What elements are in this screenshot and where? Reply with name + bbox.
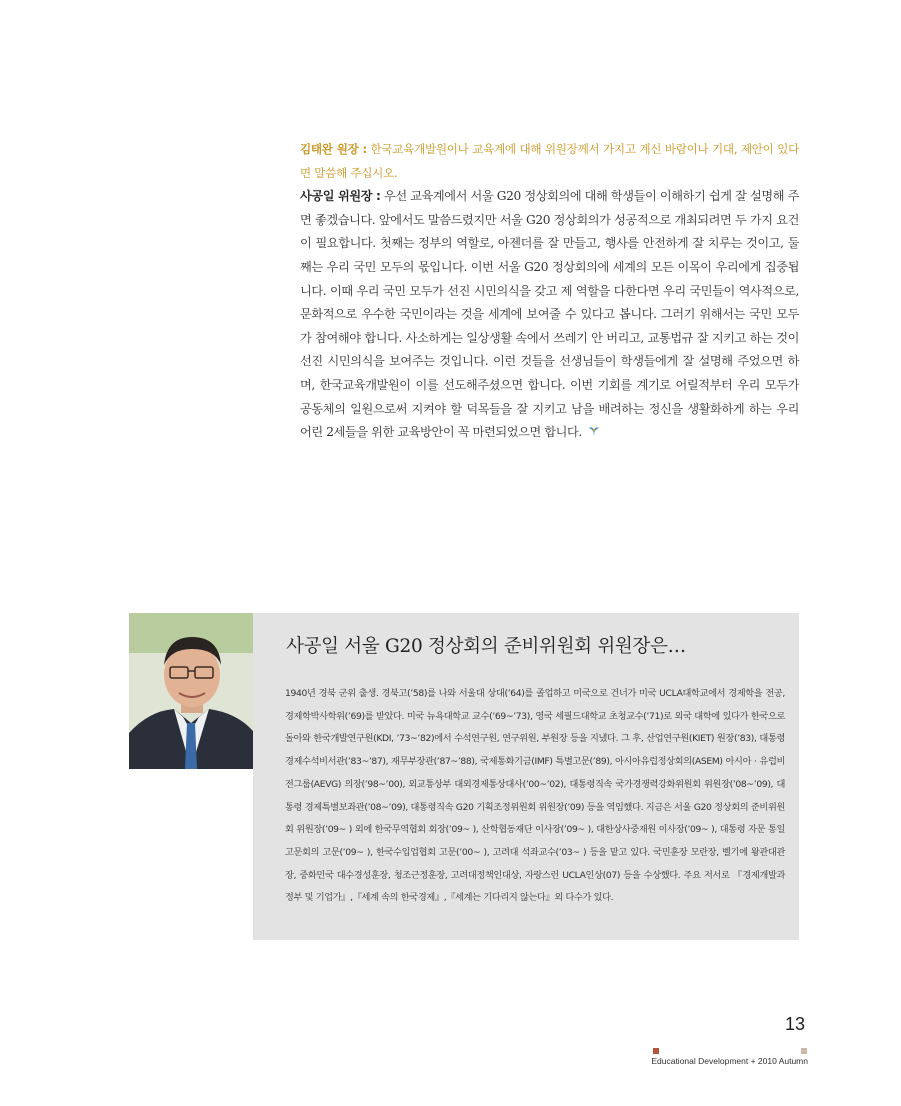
answer-text: 우선 교육계에서 서울 G20 정상회의에 대해 학생들이 이해하기 쉽게 잘 설명해 주면 좋겠습니다. 앞에서도 말씀드렸지만 서울 G20 정상회의가 성공적으로 개최되려면 두 가지 요건이 필요합니다. 첫째는 정부의 역할로, 아젠더를 잘 만들고, 행사를 안전하게 잘 치루는 것이고, 둘째는 우리 국민 모두의 몫입니다. 이번 서울 G20 정상회의에 세계의 모든 이목이 우리에게 집중됩니다. 이때 우리 국민 모두가 선진 시민의식을 갖고 제 역할을 다한다면 우리 국민들이 역사적으로, 문화적으로 우수한 국민이라는 것을 세계에 보여줄 수 있다고 봅니다. 그러기 위해서는 국민 모두가 참여해야 합니다. 사소하게는 일상생활 속에서 쓰레기 안 버리고, 교통법규 잘 지키고 하는 것이 선진 시민의식을 보여주는 것입니다. 이런 것들을 선생님들이 학생들에게 잘 설명해 주었으면 하며, 한국교육개발원이 이를 선도해주셨으면 합니다. 이번 기회를 계기로 어릴적부터 우리 모두가 공동체의 일원으로써 지켜야 할 덕목들을 잘 지키고 남을 배려하는 정신을 생활화하게 하는 우리 어린 2세들을 위한 교육방안이 꼭 마련되었으면 합니다. <box>300 189 799 440</box>
footer-square-right <box>801 1048 807 1054</box>
question-text: 한국교육개발원이나 교육계에 대해 위원장께서 가지고 계신 바람이나 기대, 제안이 있다면 말씀해 주십시오. <box>300 142 799 180</box>
bird-logo-icon <box>588 422 600 434</box>
portrait-photo <box>129 613 253 769</box>
page-number: 13 <box>784 1014 805 1034</box>
interview-answer <box>300 185 799 445</box>
question-speaker: 김태완 원장 : <box>300 142 367 156</box>
bio-text: 1940년 경북 군위 출생. 경북고(’58)를 나와 서울대 상대(’64)를 졸업하고 미국으로 건너가 미국 UCLA대학교에서 경제학을 전공, 경제학박사학위(’69)를 받았다. 미국 뉴욕대학교 교수(’69~’73), 영국 세필드대학교 초청교수(’71)로 외국 대학에 있다가 한국으로 돌아와 한국개발연구원(KDI, ’73~’82)에서 수석연구원, 연구위원, 부원장 등을 지냈다. 그 후, 산업연구원(KIET) 원장(’83), 대통령 경제수석비서관(’83~’87), 재무부장관(’87~’88), 국제통화기금(IMF) 특별고문(’89), 아시아유럽정상회의(ASEM) 아시아 · 유럽비전그룹(AEVG) 의장(’98~’00), 외교통상부 대외경제통상대사(’00~’02), 대통령직속 국가경쟁력강화위원회 위원장(’08~’09), 대통령 경제특별보좌관(’08~’09), 대통령직속 G20 기획조정위원회 위원장(’09) 등을 역임했다. 지금은 서울 G20 정상회의 준비위원회 위원장(’09~ ) 외에 한국무역협회 회장(’09~ ), 산학협동재단 이사장(’09~ ), 대한상사중재원 이사장(’09~ ), 대통령 자문 통일고문회의 고문(’09~ ), 한국수입업협회 고문(’00~ ), 고려대 석좌교수(’03~ ) 등을 맡고 있다. 국민훈장 모란장, 벨기에 왕관대관장, 중화민국 대수경성훈장, 청조근정훈장, 고려대정책인대상, 자랑스런 UCLA인상(07) 등을 수상했다. 주요 저서로 『경제개발과 정부 및 기업가』,『세계 속의 한국경제』,『세계는 기다리지 않는다』외 다수가 있다. <box>285 688 785 904</box>
interview-question <box>300 138 799 185</box>
answer-speaker: 사공일 위원장 : <box>300 189 381 204</box>
bio-title: 사공일 서울 G20 정상회의 준비위원회 위원장은… <box>286 636 686 657</box>
footer-square-left <box>653 1048 659 1054</box>
footer-text: Educational Development + 2010 Autumn <box>651 1056 808 1066</box>
interview-section <box>300 138 799 445</box>
